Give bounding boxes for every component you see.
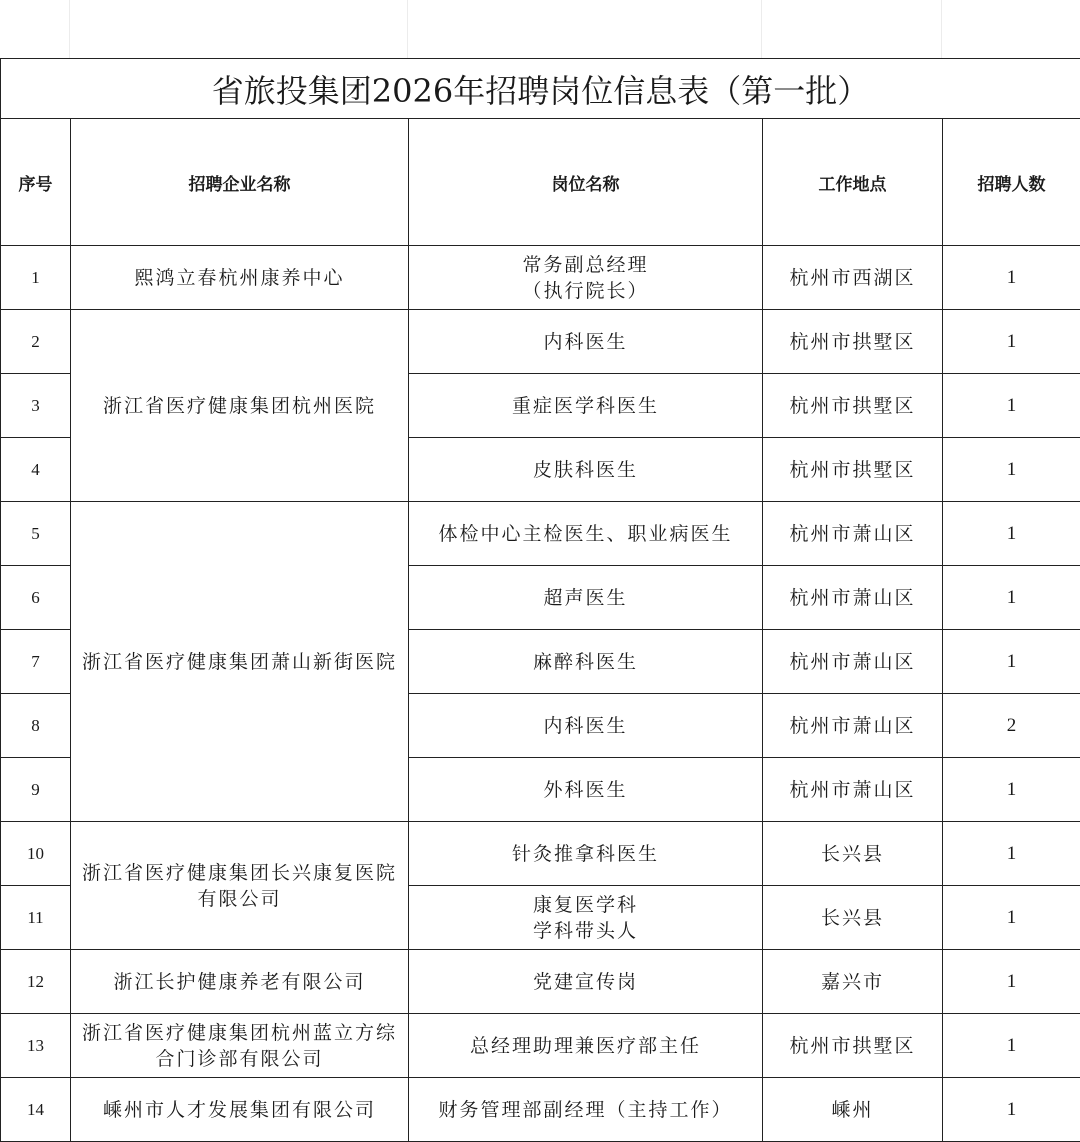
work-location: 杭州市萧山区 (763, 566, 943, 630)
position-name: 麻醉科医生 (409, 630, 763, 694)
work-location: 杭州市拱墅区 (763, 1014, 943, 1078)
company-name: 浙江省医疗健康集团萧山新街医院 (71, 502, 409, 822)
position-name: 总经理助理兼医疗部主任 (409, 1014, 763, 1078)
row-index: 8 (1, 694, 71, 758)
table-row (1, 1014, 1080, 1078)
table-title: 省旅投集团2026年招聘岗位信息表（第一批） (1, 59, 1080, 119)
position-name: 内科医生 (409, 310, 763, 374)
work-location: 杭州市萧山区 (763, 630, 943, 694)
hire-count: 1 (943, 950, 1080, 1014)
work-location: 杭州市拱墅区 (763, 374, 943, 438)
hire-count: 1 (943, 502, 1080, 566)
row-index: 10 (1, 822, 71, 886)
header-company: 招聘企业名称 (71, 119, 409, 246)
work-location: 杭州市萧山区 (763, 758, 943, 822)
table-row (1, 310, 1080, 374)
hire-count: 1 (943, 310, 1080, 374)
hire-count: 1 (943, 630, 1080, 694)
position-name: 常务副总经理 （执行院长） (409, 246, 763, 310)
row-index: 11 (1, 886, 71, 950)
table-row (1, 822, 1080, 886)
row-index: 9 (1, 758, 71, 822)
grid-line (941, 0, 942, 58)
work-location: 长兴县 (763, 886, 943, 950)
company-name: 浙江长护健康养老有限公司 (71, 950, 409, 1014)
recruitment-table (0, 58, 1080, 1142)
hire-count: 1 (943, 1078, 1080, 1142)
hire-count: 1 (943, 886, 1080, 950)
row-index: 14 (1, 1078, 71, 1142)
row-index: 13 (1, 1014, 71, 1078)
work-location: 杭州市萧山区 (763, 694, 943, 758)
row-index: 1 (1, 246, 71, 310)
grid-line (761, 0, 762, 58)
company-name: 嵊州市人才发展集团有限公司 (71, 1078, 409, 1142)
work-location: 杭州市拱墅区 (763, 438, 943, 502)
row-index: 4 (1, 438, 71, 502)
hire-count: 1 (943, 438, 1080, 502)
position-name: 皮肤科医生 (409, 438, 763, 502)
position-name: 康复医学科 学科带头人 (409, 886, 763, 950)
position-name: 超声医生 (409, 566, 763, 630)
position-name: 党建宣传岗 (409, 950, 763, 1014)
row-index: 7 (1, 630, 71, 694)
row-index: 6 (1, 566, 71, 630)
row-index: 5 (1, 502, 71, 566)
header-position: 岗位名称 (409, 119, 763, 246)
row-index: 3 (1, 374, 71, 438)
position-name: 体检中心主检医生、职业病医生 (409, 502, 763, 566)
company-name: 熙鸿立春杭州康养中心 (71, 246, 409, 310)
position-name: 外科医生 (409, 758, 763, 822)
company-name: 浙江省医疗健康集团杭州蓝立方综 合门诊部有限公司 (71, 1014, 409, 1078)
row-index: 12 (1, 950, 71, 1014)
work-location: 嘉兴市 (763, 950, 943, 1014)
position-name: 重症医学科医生 (409, 374, 763, 438)
work-location: 杭州市拱墅区 (763, 310, 943, 374)
header-count: 招聘人数 (943, 119, 1080, 246)
spreadsheet-top-band (0, 0, 1080, 58)
position-name: 财务管理部副经理（主持工作） (409, 1078, 763, 1142)
work-location: 杭州市萧山区 (763, 502, 943, 566)
hire-count: 1 (943, 822, 1080, 886)
company-name: 浙江省医疗健康集团长兴康复医院 有限公司 (71, 822, 409, 950)
hire-count: 2 (943, 694, 1080, 758)
position-name: 内科医生 (409, 694, 763, 758)
hire-count: 1 (943, 246, 1080, 310)
grid-line (69, 0, 70, 58)
grid-line (407, 0, 408, 58)
table-row (1, 502, 1080, 566)
work-location: 杭州市西湖区 (763, 246, 943, 310)
table-row (1, 950, 1080, 1014)
table-row (1, 1078, 1080, 1142)
hire-count: 1 (943, 374, 1080, 438)
hire-count: 1 (943, 758, 1080, 822)
row-index: 2 (1, 310, 71, 374)
hire-count: 1 (943, 566, 1080, 630)
header-index: 序号 (1, 119, 71, 246)
position-name: 针灸推拿科医生 (409, 822, 763, 886)
header-location: 工作地点 (763, 119, 943, 246)
work-location: 长兴县 (763, 822, 943, 886)
table-row (1, 246, 1080, 310)
company-name: 浙江省医疗健康集团杭州医院 (71, 310, 409, 502)
hire-count: 1 (943, 1014, 1080, 1078)
work-location: 嵊州 (763, 1078, 943, 1142)
